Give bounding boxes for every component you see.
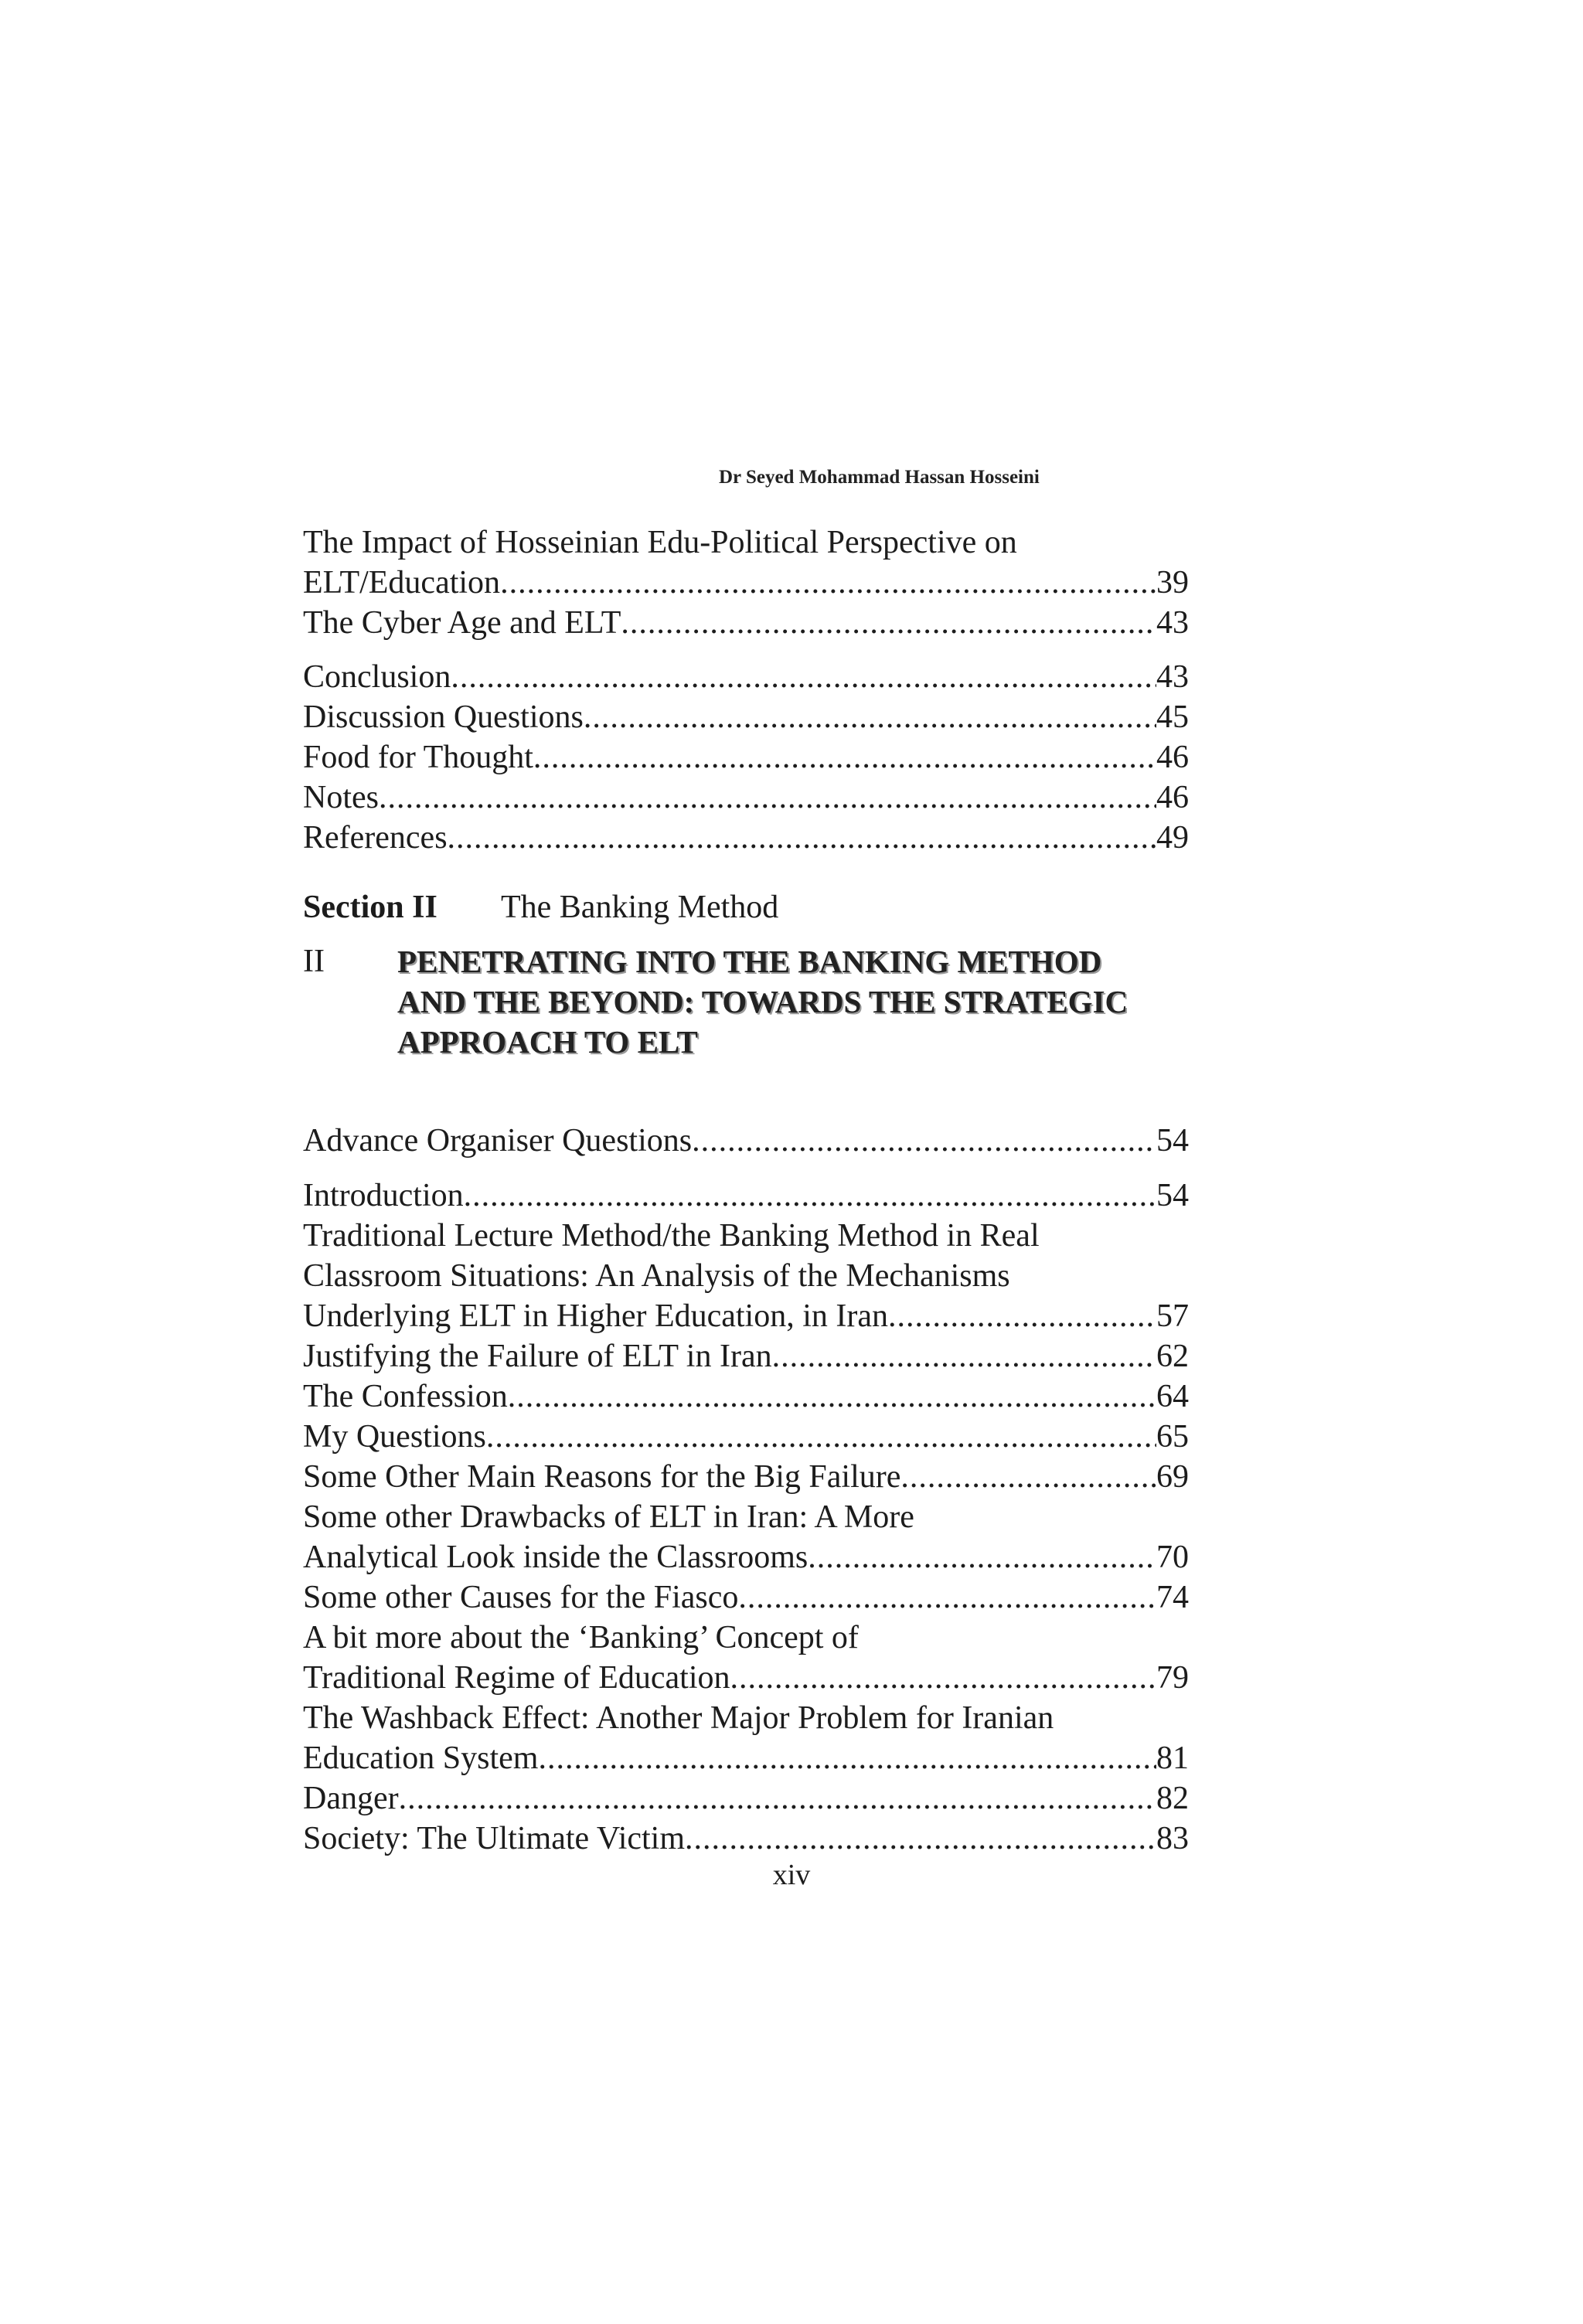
- toc-entry-title: Danger: [303, 1781, 399, 1816]
- chapter-title: [397, 941, 1128, 1062]
- dot-leader: [738, 1577, 1156, 1618]
- toc-entry-title: Some other Causes for the Fiasco: [303, 1580, 739, 1615]
- chapter-title-line: PENETRATING INTO THE BANKING METHOD: [397, 944, 1102, 979]
- toc-entry: [303, 603, 1189, 643]
- chapter-number: II: [303, 944, 325, 979]
- toc-line: The Impact of Hosseinian Edu-Political Perspective on: [303, 525, 1017, 560]
- toc-entry-page: 62: [1156, 1339, 1189, 1374]
- toc-entry: [303, 1778, 1189, 1819]
- dot-leader: [533, 737, 1156, 778]
- dot-leader: [685, 1819, 1156, 1859]
- toc-entry-page: 57: [1156, 1298, 1189, 1334]
- toc-entry-title: My Questions: [303, 1419, 486, 1455]
- toc-entry: [303, 1296, 1189, 1336]
- toc-entry-title: Notes: [303, 780, 379, 815]
- toc-entry: [303, 737, 1189, 778]
- toc-entry-page: 64: [1156, 1379, 1189, 1414]
- toc-entry-title: Education System: [303, 1740, 539, 1776]
- dot-leader: [621, 603, 1156, 643]
- toc-entry-page: 49: [1156, 820, 1189, 856]
- toc-block-a: [303, 522, 1189, 643]
- toc-entry-page: 43: [1156, 605, 1189, 641]
- toc-entry: [303, 1417, 1189, 1457]
- running-head: Dr Seyed Mohammad Hassan Hosseini: [719, 467, 1040, 488]
- toc-entry-title: References: [303, 820, 448, 856]
- toc-entry-page: 83: [1156, 1821, 1189, 1856]
- toc-line: A bit more about the ‘Banking’ Concept of: [303, 1620, 859, 1655]
- toc-entry-page: 81: [1156, 1740, 1189, 1776]
- toc-entry: [303, 1121, 1189, 1161]
- toc-entry-title: The Confession: [303, 1379, 508, 1414]
- toc-entry: [303, 697, 1189, 737]
- toc-line: Traditional Lecture Method/the Banking Method in Real: [303, 1218, 1040, 1254]
- toc-entry-page: 70: [1156, 1540, 1189, 1575]
- toc-entry-page: 54: [1156, 1123, 1189, 1159]
- page-number: xiv: [772, 1859, 811, 1891]
- dot-leader: [379, 778, 1156, 818]
- dot-leader: [900, 1457, 1156, 1497]
- dot-leader: [730, 1658, 1156, 1698]
- toc-entry: [303, 778, 1189, 818]
- dot-leader: [808, 1537, 1156, 1577]
- dot-leader: [448, 818, 1156, 858]
- toc-entry-title: Food for Thought: [303, 740, 533, 775]
- toc-entry: [303, 1819, 1189, 1859]
- dot-leader: [399, 1778, 1156, 1819]
- dot-leader: [692, 1121, 1156, 1161]
- toc-entry: [303, 1537, 1189, 1577]
- dot-leader: [486, 1417, 1156, 1457]
- chapter-title-line: AND THE BEYOND: TOWARDS THE STRATEGIC: [397, 984, 1129, 1019]
- toc-entry: [303, 1738, 1189, 1778]
- toc-line: Some other Drawbacks of ELT in Iran: A More: [303, 1499, 914, 1535]
- toc-entry-title: Conclusion: [303, 659, 451, 695]
- toc-entry-page: 54: [1156, 1178, 1189, 1213]
- toc-entry-title: Some Other Main Reasons for the Big Failure: [303, 1459, 901, 1495]
- toc-entry-title: Advance Organiser Questions: [303, 1123, 693, 1159]
- dot-leader: [451, 657, 1156, 697]
- toc-entry: [303, 1376, 1189, 1417]
- toc-entry-title: Analytical Look inside the Classrooms: [303, 1540, 809, 1575]
- dot-leader: [500, 563, 1156, 603]
- toc-entry: [303, 1176, 1189, 1216]
- toc-entry: [303, 818, 1189, 858]
- dot-leader: [772, 1336, 1156, 1376]
- toc-line: The Washback Effect: Another Major Problem for Iranian: [303, 1700, 1054, 1736]
- toc-entry-page: 46: [1156, 780, 1189, 815]
- toc-block-c: [303, 1176, 1189, 1859]
- toc-entry: [303, 1336, 1189, 1376]
- toc-entry: [303, 563, 1189, 603]
- toc-entry-page: 79: [1156, 1660, 1189, 1696]
- toc-entry-title: Underlying ELT in Higher Education, in Iran: [303, 1298, 889, 1334]
- toc-entry: [303, 1577, 1189, 1618]
- toc-entry-title: The Cyber Age and ELT: [303, 605, 621, 641]
- toc-entry-page: 82: [1156, 1781, 1189, 1816]
- toc-block-advance: [303, 1121, 1189, 1161]
- toc-entry: [303, 1457, 1189, 1497]
- toc-entry-title: Introduction: [303, 1178, 464, 1213]
- dot-leader: [464, 1176, 1156, 1216]
- section-label: Section II: [303, 890, 437, 925]
- section-heading: [303, 887, 779, 927]
- toc-entry: [303, 1658, 1189, 1698]
- toc-entry-title: Justifying the Failure of ELT in Iran: [303, 1339, 772, 1374]
- toc-line: Classroom Situations: An Analysis of the Mechanisms: [303, 1258, 1010, 1294]
- dot-leader: [584, 697, 1156, 737]
- toc-entry-title: Traditional Regime of Education: [303, 1660, 730, 1696]
- dot-leader: [538, 1738, 1156, 1778]
- toc-entry: [303, 657, 1189, 697]
- toc-entry-page: 69: [1156, 1459, 1189, 1495]
- toc-entry-page: 43: [1156, 659, 1189, 695]
- toc-block-b: [303, 657, 1189, 858]
- toc-entry-page: 45: [1156, 699, 1189, 735]
- toc-entry-page: 74: [1156, 1580, 1189, 1615]
- section-title: The Banking Method: [501, 890, 779, 925]
- toc-entry-title: ELT/Education: [303, 565, 501, 601]
- toc-entry-page: 39: [1156, 565, 1189, 601]
- toc-entry-title: Society: The Ultimate Victim: [303, 1821, 686, 1856]
- toc-entry-page: 65: [1156, 1419, 1189, 1455]
- toc-entry-title: Discussion Questions: [303, 699, 584, 735]
- dot-leader: [508, 1376, 1156, 1417]
- toc-entry-page: 46: [1156, 740, 1189, 775]
- chapter-title-line: APPROACH TO ELT: [397, 1024, 698, 1060]
- dot-leader: [888, 1296, 1156, 1336]
